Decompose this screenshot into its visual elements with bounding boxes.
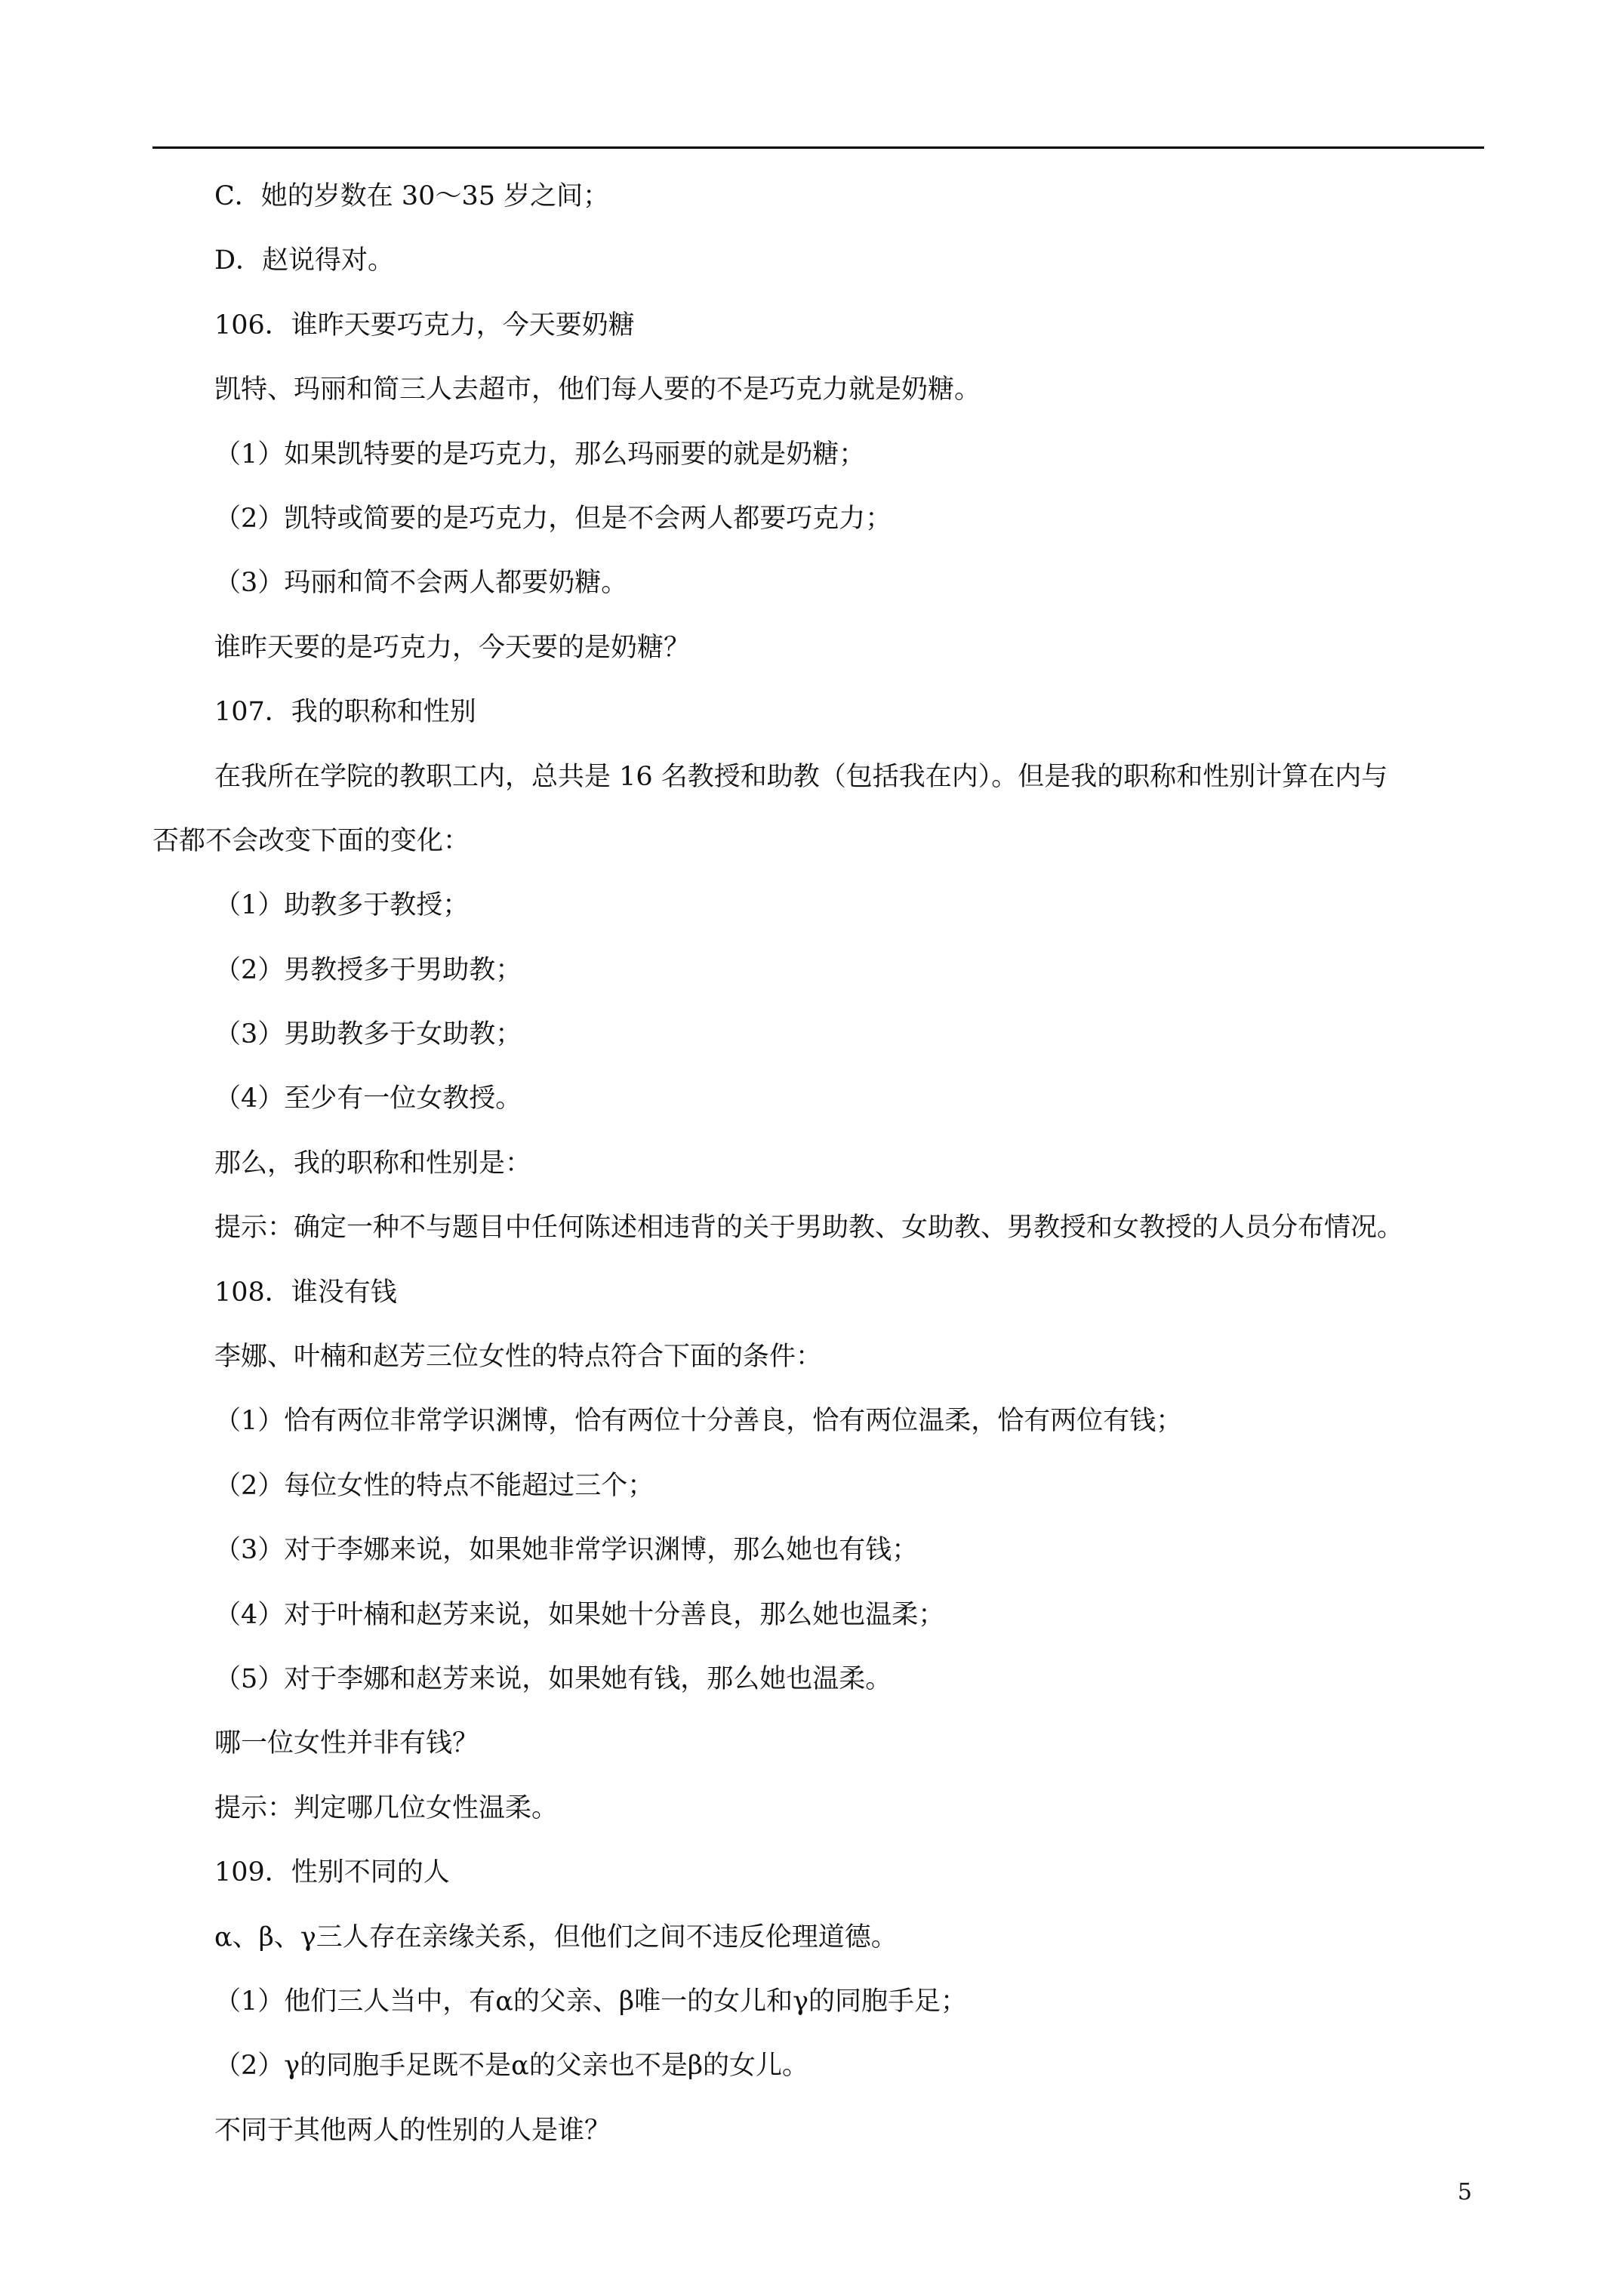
problem-109-question: 不同于其他两人的性别的人是谁？ [214, 2115, 611, 2146]
problem-106-condition-3: （3）玛丽和简不会两人都要奶糖。 [214, 568, 628, 599]
problem-108-hint: 提示：判定哪几位女性温柔。 [214, 1792, 559, 1823]
problem-107-condition-1: （1）助教多于教授； [214, 890, 470, 921]
problem-107-condition-2: （2）男教授多于男助教； [214, 954, 522, 985]
problem-108-intro: 李娜、叶楠和赵芳三位女性的特点符合下面的条件： [214, 1342, 823, 1373]
problem-106-title: 106．谁昨天要巧克力，今天要奶糖 [214, 310, 635, 341]
problem-106-condition-2: （2）凯特或简要的是巧克力，但是不会两人都要巧克力； [214, 503, 892, 534]
problem-107-question: 那么，我的职称和性别是： [214, 1148, 532, 1179]
problem-107-condition-3: （3）男助教多于女助教； [214, 1019, 522, 1050]
page-number: 5 [1457, 2179, 1472, 2205]
problem-107-title: 107．我的职称和性别 [214, 697, 476, 728]
problem-108-condition-2: （2）每位女性的特点不能超过三个； [214, 1470, 654, 1501]
problem-108-condition-4: （4）对于叶楠和赵芳来说，如果她十分善良，那么她也温柔； [214, 1599, 945, 1630]
problem-106-question: 谁昨天要的是巧克力，今天要的是奶糖？ [214, 632, 691, 663]
option-c: C．她的岁数在 30～35 岁之间； [214, 181, 610, 211]
option-d: D．赵说得对。 [214, 245, 395, 276]
problem-107-hint: 提示：确定一种不与题目中任何陈述相违背的关于男助教、女助教、男教授和女教授的人员分布情况。 [214, 1213, 1404, 1244]
problem-109-intro: α、β、γ三人存在亲缘关系，但他们之间不违反伦理道德。 [214, 1922, 898, 1952]
problem-108-condition-1: （1）恰有两位非常学识渊博，恰有两位十分善良，恰有两位温柔，恰有两位有钱； [214, 1406, 1183, 1437]
problem-107-intro: 在我所在学院的教职工内，总共是 16 名教授和助教（包括我在内）。但是我的职称和性别计算在内与 [214, 761, 1388, 792]
problem-109-condition-1: （1）他们三人当中，有α的父亲、β唯一的女儿和γ的同胞手足； [214, 1986, 968, 2017]
problem-106-intro: 凯特、玛丽和简三人去超市，他们每人要的不是巧克力就是奶糖。 [214, 374, 981, 405]
problem-108-condition-5: （5）对于李娜和赵芳来说，如果她有钱，那么她也温柔。 [214, 1663, 892, 1694]
problem-108-question: 哪一位女性并非有钱？ [214, 1728, 479, 1759]
problem-108-title: 108．谁没有钱 [214, 1277, 397, 1308]
problem-108-condition-3: （3）对于李娜来说，如果她非常学识渊博，那么她也有钱； [214, 1535, 919, 1566]
document-body [152, 165, 1484, 2163]
problem-107-intro-continued: 否都不会改变下面的变化： [152, 825, 470, 856]
problem-107-condition-4: （4）至少有一位女教授。 [214, 1083, 522, 1114]
problem-106-condition-1: （1）如果凯特要的是巧克力，那么玛丽要的就是奶糖； [214, 439, 866, 470]
header-rule [152, 146, 1484, 149]
problem-109-title: 109．性别不同的人 [214, 1857, 450, 1888]
problem-109-condition-2: （2）γ的同胞手足既不是α的父亲也不是β的女儿。 [214, 2051, 809, 2082]
